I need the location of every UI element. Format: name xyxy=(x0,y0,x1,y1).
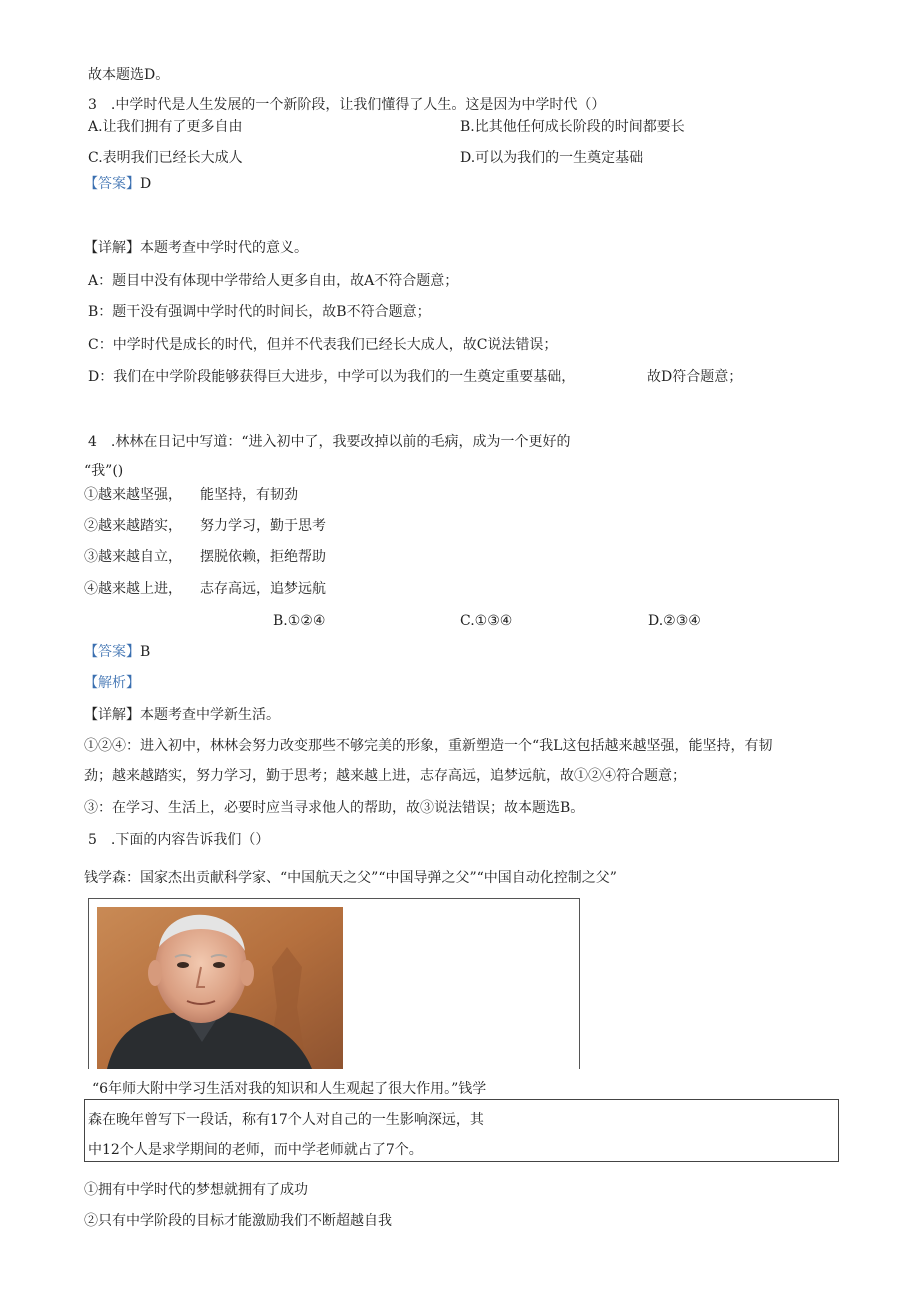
q4-item-3-a: ③越来越自立， xyxy=(84,549,182,565)
q5-quote-line3: 中12个人是求学期间的老师，而中学老师就占了7个。 xyxy=(88,1142,423,1158)
q4-option-c: C.①③④ xyxy=(460,613,513,629)
q4-item-3 xyxy=(84,548,326,566)
q4-item-2-a: ②越来越踏实， xyxy=(84,518,182,534)
q4-item-4-a: ④越来越上进， xyxy=(84,581,182,597)
q4-option-b: B.①②④ xyxy=(273,613,326,629)
q3-stem: 3 .中学时代是人生发展的一个新阶段，让我们懂得了人生。这是因为中学时代（） xyxy=(88,97,606,113)
answer-tag: 【答案】 xyxy=(84,176,140,192)
q4-explain-1: ①②④：进入初中，林林会努力改变那些不够完美的形象，重新塑造一个“我L这包括越来越坚强，能坚持，有韧 xyxy=(84,738,773,754)
q3-detail: 【详解】本题考查中学时代的意义。 xyxy=(84,240,308,256)
q3-explain-b: B：题干没有强调中学时代的时间长，故B不符合题意； xyxy=(88,304,431,320)
q5-item-1: ①拥有中学时代的梦想就拥有了成功 xyxy=(84,1182,308,1198)
q4-item-3-b: 摆脱依赖，拒绝帮助 xyxy=(200,549,326,565)
q4-stem-line2: “我”() xyxy=(84,463,124,479)
q5-quote-line2: 森在晚年曾写下一段话，称有17个人对自己的一生影响深远，其 xyxy=(88,1112,484,1128)
q4-stem-line1: 4 .林林在日记中写道：“进入初中了，我要改掉以前的毛病，成为一个更好的 xyxy=(88,434,571,450)
q5-quote-line1: “6年师大附中学习生活对我的知识和人生观起了很大作用。”钱学 xyxy=(92,1081,487,1097)
q4-item-4-b: 志存高远，追梦远航 xyxy=(200,581,326,597)
q4-option-d: D.②③④ xyxy=(648,613,701,629)
q4-analysis-tag: 【解析】 xyxy=(84,675,140,691)
q4-item-2 xyxy=(84,517,326,535)
q3-explain-a: A：题目中没有体现中学带给人更多自由，故A不符合题意； xyxy=(88,273,459,289)
q3-explain-d: D：我们在中学阶段能够获得巨大进步，中学可以为我们的一生奠定重要基础， xyxy=(88,369,576,385)
portrait-photo xyxy=(97,907,343,1069)
q3-option-d: D.可以为我们的一生奠定基础 xyxy=(460,150,644,166)
previous-conclusion: 故本题选D。 xyxy=(88,67,170,83)
q4-detail: 【详解】本题考查中学新生活。 xyxy=(84,707,280,723)
q3-option-c: C.表明我们已经长大成人 xyxy=(88,150,243,166)
q3-explain-d-tail: 故D符合题意； xyxy=(647,369,743,385)
answer-value: D xyxy=(140,176,152,192)
answer-value: B xyxy=(140,644,151,660)
q3-option-a: A.让我们拥有了更多自由 xyxy=(88,119,243,135)
portrait-frame xyxy=(88,898,580,1069)
q5-intro: 钱学森：国家杰出贡献科学家、“中国航天之父”“中国导弹之父”“中国自动化控制之父” xyxy=(84,870,617,886)
q3-answer xyxy=(84,175,151,193)
answer-tag: 【答案】 xyxy=(84,644,140,660)
q3-option-b: B.比其他任何成长阶段的时间都要长 xyxy=(460,119,685,135)
q4-explain-2: 劲；越来越踏实，努力学习，勤于思考；越来越上进，志存高远，追梦远航，故①②④符合题意； xyxy=(84,768,686,784)
q5-stem: 5 .下面的内容告诉我们（） xyxy=(88,832,270,848)
q5-item-2: ②只有中学阶段的目标才能激励我们不断超越自我 xyxy=(84,1213,392,1229)
q4-item-1-b: 能坚持，有韧劲 xyxy=(200,487,298,503)
q4-answer xyxy=(84,643,150,661)
q4-item-2-b: 努力学习，勤于思考 xyxy=(200,518,326,534)
q4-item-1 xyxy=(84,486,298,504)
q3-explain-c: C：中学时代是成长的时代，但并不代表我们已经长大成人，故C说法错误； xyxy=(88,337,558,353)
q4-item-4 xyxy=(84,580,326,598)
q4-item-1-a: ①越来越坚强， xyxy=(84,487,182,503)
q4-explain-3: ③：在学习、生活上，必要时应当寻求他人的帮助，故③说法错误；故本题选B。 xyxy=(84,800,585,816)
